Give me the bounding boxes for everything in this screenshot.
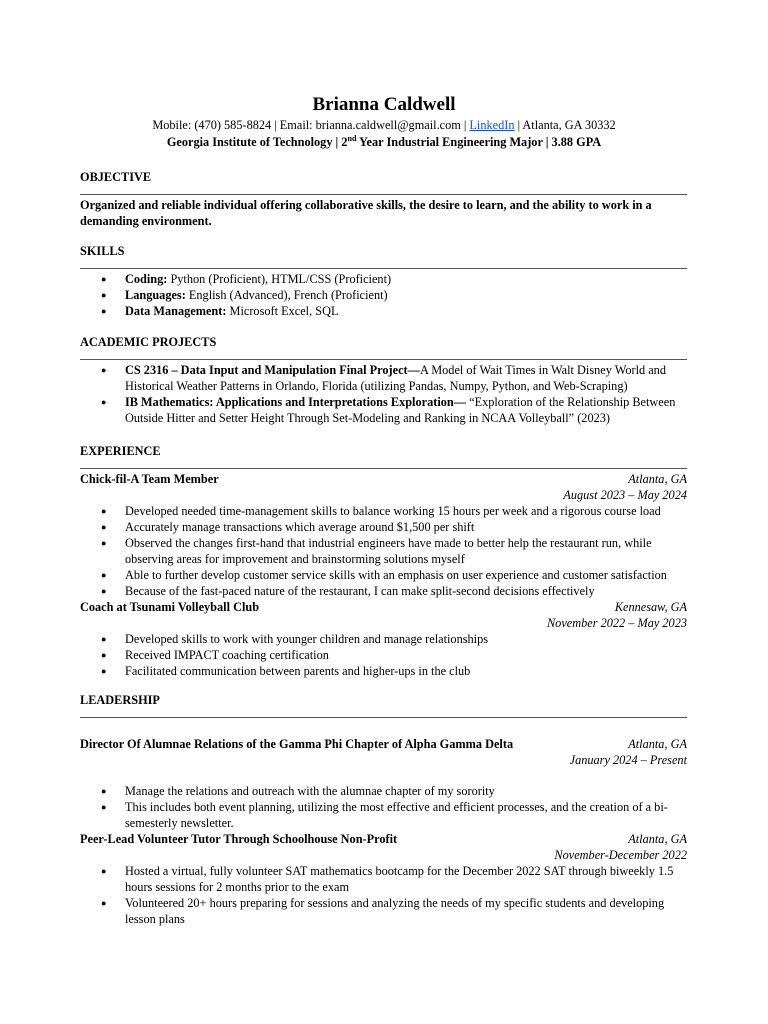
school-name: Georgia Institute of Technology | 2 <box>166 135 348 149</box>
contact-location: | Atlanta, GA 30332 <box>514 118 616 132</box>
job-dates: August 2023 – May 2024 <box>563 488 687 502</box>
projects-section <box>80 334 687 426</box>
project-text: “Exploration of the Relationship Between Outside Hitter and Setter Height Through Set-Modeling and Ranking in NCAA Volleyball” (2023) <box>125 395 676 425</box>
skills-section <box>80 243 687 319</box>
skills-list <box>80 271 687 319</box>
skill-text: English (Advanced), French (Proficient) <box>185 288 388 302</box>
list-item: ● Observed the changes first-hand that industrial engineers have made to better help the restaurant run, while observing areas for improvement and brainstorming solutions myself <box>80 535 687 567</box>
resume-header <box>0 94 768 151</box>
job-dates: November 2022 – May 2023 <box>546 616 687 630</box>
linkedin-link[interactable]: LinkedIn <box>469 118 515 132</box>
job-role: Coach at Tsunami Volleyball Club <box>80 600 260 614</box>
list-item: ● Accurately manage transactions which average around $1,500 per shift <box>80 519 687 535</box>
section-title: ACADEMIC PROJECTS <box>80 335 217 349</box>
section-divider <box>80 268 687 269</box>
list-item: ● Developed needed time-management skills to balance working 15 hours per week and a rigorous course load <box>80 503 687 519</box>
job-location: Atlanta, GA <box>628 472 687 486</box>
section-divider <box>80 717 687 718</box>
candidate-name: Brianna Caldwell <box>312 94 456 115</box>
role-location: Atlanta, GA <box>628 737 687 751</box>
job-bullets <box>80 631 687 679</box>
contact-line <box>0 117 768 134</box>
job-entry <box>80 471 687 599</box>
skill-label: Data Management: <box>125 304 227 318</box>
skill-label: Languages: <box>125 288 186 302</box>
role-dates: November-December 2022 <box>554 848 687 862</box>
list-item <box>80 271 687 287</box>
list-item <box>80 287 687 303</box>
section-title: SKILLS <box>80 244 125 258</box>
list-item: ● This includes both event planning, utilizing the most effective and efficient processes, and the creation of a bi-semesterly newsletter. <box>80 799 687 831</box>
list-item: ● Developed skills to work with younger children and manage relationships <box>80 631 687 647</box>
list-item: ● Facilitated communication between parents and higher-ups in the club <box>80 663 687 679</box>
section-title: LEADERSHIP <box>80 693 160 707</box>
role-entry <box>80 831 687 927</box>
role-bullets <box>80 863 687 927</box>
role-location: Atlanta, GA <box>628 832 687 846</box>
projects-list <box>80 362 687 426</box>
job-location: Kennesaw, GA <box>614 600 687 614</box>
role-entry <box>80 736 687 831</box>
major-gpa: Year Industrial Engineering Major | 3.88 GPA <box>356 135 602 149</box>
list-item: ● Received IMPACT coaching certification <box>80 647 687 663</box>
project-text: A Model of Wait Times in Walt Disney World and Historical Weather Patterns in Orlando, Florida (utilizing Pandas, Numpy, Python, and Web-Scraping) <box>125 363 666 393</box>
contact-info: Mobile: (470) 585-8824 | Email: brianna.caldwell@gmail.com | <box>152 118 470 132</box>
list-item <box>80 362 687 394</box>
experience-section <box>80 443 687 679</box>
role-dates: January 2024 – Present <box>569 753 687 767</box>
leadership-section <box>80 692 687 927</box>
project-title: IB Mathematics: Applications and Interpretations Exploration— <box>125 395 470 409</box>
skill-label: Coding: <box>125 272 168 286</box>
list-item: ● Hosted a virtual, fully volunteer SAT mathematics bootcamp for the December 2022 SAT through biweekly 1.5 hours sessions for 2 months prior to the exam <box>80 863 687 895</box>
role-bullets <box>80 783 687 831</box>
ordinal-suffix: nd <box>347 133 357 143</box>
skill-text: Microsoft Excel, SQL <box>226 304 339 318</box>
job-role: Chick-fil-A Team Member <box>80 472 219 486</box>
list-item <box>80 394 687 426</box>
objective-text: Organized and reliable individual offering collaborative skills, the desire to learn, and the ability to work in a demanding environment. <box>80 198 652 228</box>
section-title: EXPERIENCE <box>80 444 161 458</box>
project-title: CS 2316 – Data Input and Manipulation Final Project— <box>125 363 420 377</box>
section-title: OBJECTIVE <box>80 170 152 184</box>
section-divider <box>80 194 687 195</box>
school-line <box>0 134 768 151</box>
role-title: Director Of Alumnae Relations of the Gamma Phi Chapter of Alpha Gamma Delta <box>80 737 514 751</box>
job-bullets <box>80 503 687 599</box>
objective-section <box>80 169 687 229</box>
list-item: ● Volunteered 20+ hours preparing for sessions and analyzing the needs of my specific students and developing lesson plans <box>80 895 687 927</box>
skill-text: Python (Proficient), HTML/CSS (Proficient) <box>167 272 392 286</box>
section-divider <box>80 468 687 469</box>
job-entry <box>80 599 687 679</box>
list-item: ● Able to further develop customer service skills with an emphasis on user experience and customer satisfaction <box>80 567 687 583</box>
role-title: Peer-Lead Volunteer Tutor Through Schoolhouse Non-Profit <box>80 832 398 846</box>
list-item: ● Manage the relations and outreach with the alumnae chapter of my sorority <box>80 783 687 799</box>
list-item <box>80 303 687 319</box>
section-divider <box>80 359 687 360</box>
list-item: ● Because of the fast-paced nature of the restaurant, I can make split-second decisions effectively <box>80 583 687 599</box>
